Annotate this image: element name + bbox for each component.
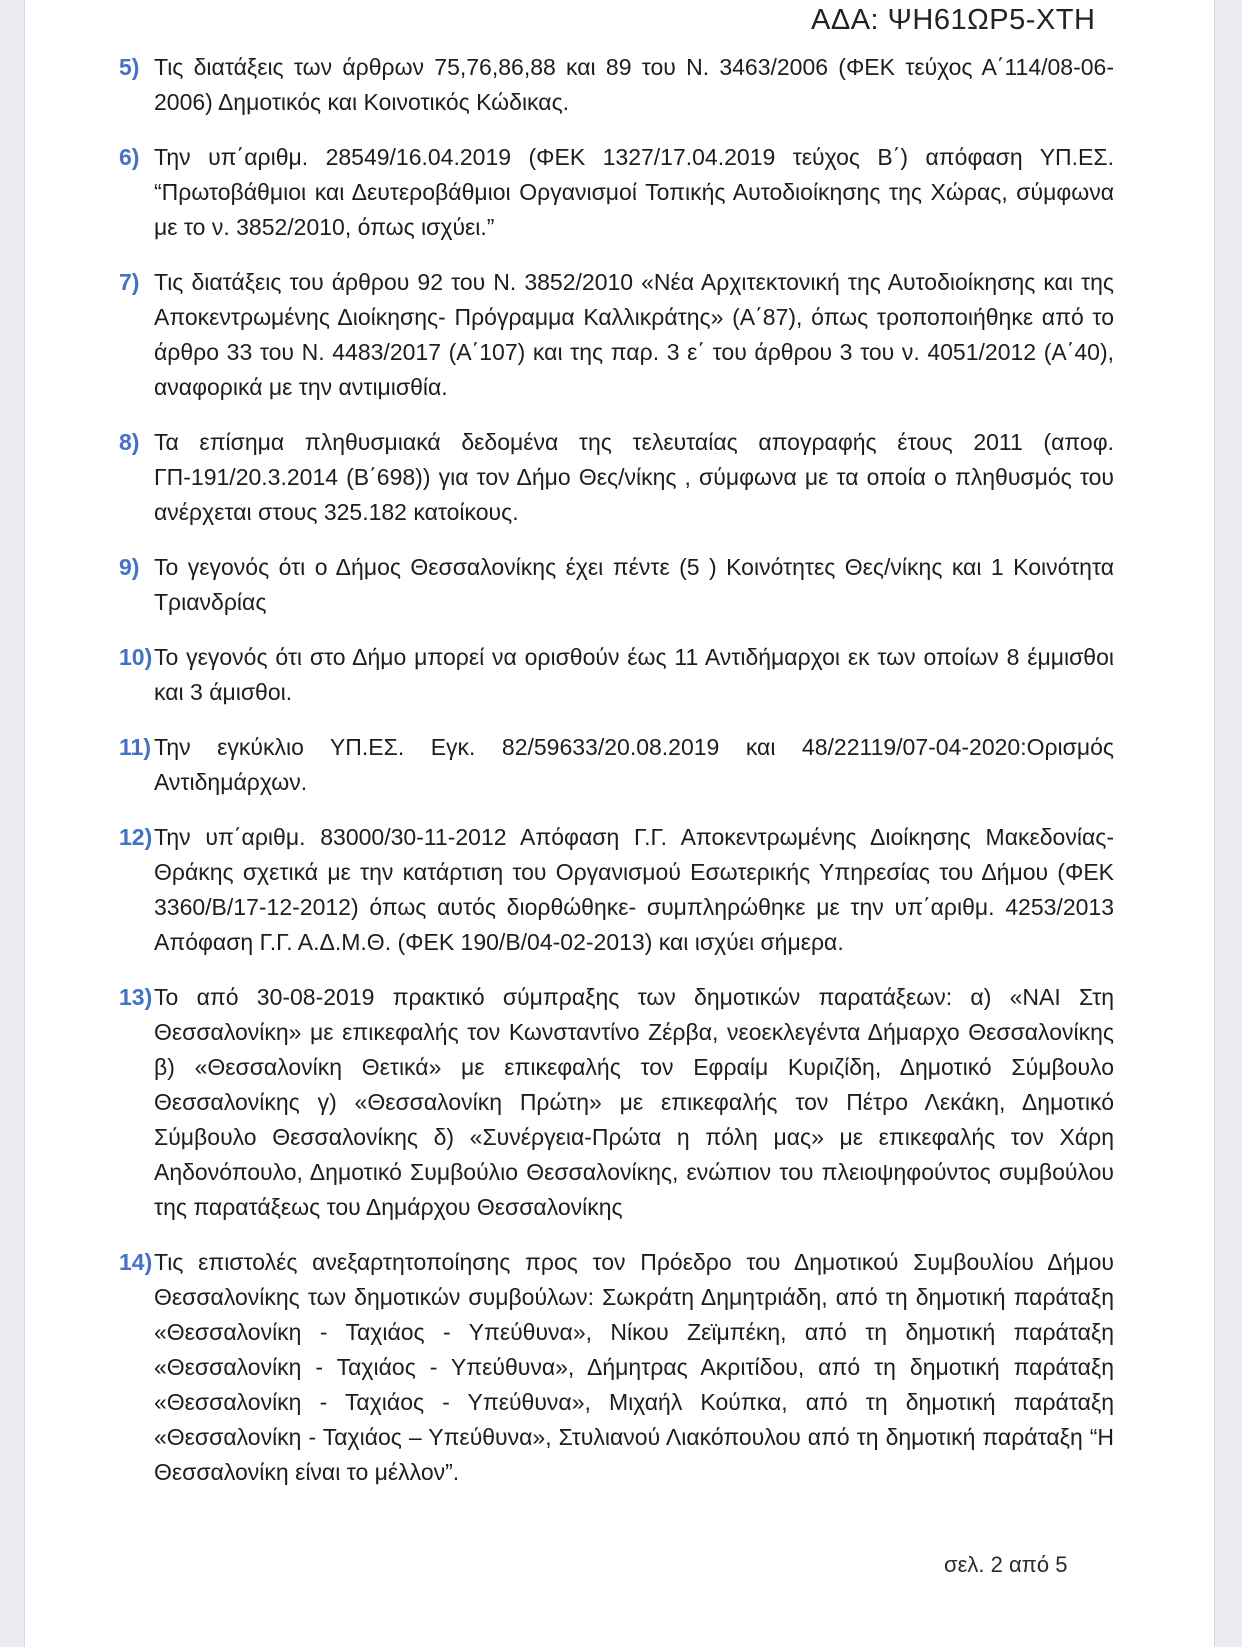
list-item	[119, 265, 1114, 405]
page-number-indicator: σελ. 2 από 5	[944, 1552, 1068, 1577]
list-item-text: Την εγκύκλιο ΥΠ.ΕΣ. Εγκ. 82/59633/20.08.2019 και 48/22119/07-04-2020:Ορισμός Αντιδημάρχων.	[154, 734, 1114, 795]
list-item-number: 12)	[119, 824, 153, 850]
list-item	[119, 730, 1114, 800]
list-item	[119, 50, 1114, 120]
list-item	[119, 425, 1114, 530]
list-item-number: 9)	[119, 554, 140, 580]
list-item-text: Την υπ΄αριθμ. 28549/16.04.2019 (ΦΕΚ 1327/17.04.2019 τεύχος Β΄) απόφαση ΥΠ.ΕΣ. “Πρωτοβάθμιοι και Δευτεροβάθμιοι Οργανισμοί Τοπικής Αυτοδιοίκησης της Χώρας, σύμφωνα με το ν. 3852/2010, όπως ισχύει.”	[154, 144, 1114, 240]
list-item-number: 11)	[119, 734, 151, 760]
list-item-text: Τα επίσημα πληθυσμιακά δεδομένα της τελευταίας απογραφής έτους 2011 (αποφ. ΓΠ-191/20.3.2014 (Β΄698)) για τον Δήμο Θες/νίκης , σύμφωνα με τα οποία ο πληθυσμός του ανέρχεται στους 325.182 κατοίκους.	[154, 429, 1114, 525]
numbered-list	[119, 50, 1114, 1510]
document-page	[24, 0, 1215, 1647]
list-item-number: 7)	[119, 269, 140, 295]
list-item-text: Το γεγονός ότι ο Δήμος Θεσσαλονίκης έχει πέντε (5 ) Κοινότητες Θες/νίκης και 1 Κοινότητα Τριανδρίας	[154, 554, 1114, 615]
list-item	[119, 980, 1114, 1225]
list-item-text: Το γεγονός ότι στο Δήμο μπορεί να ορισθούν έως 11 Αντιδήμαρχοι εκ των οποίων 8 έμμισθοι και 3 άμισθοι.	[154, 644, 1114, 705]
list-item	[119, 140, 1114, 245]
list-item-number: 14)	[119, 1249, 153, 1275]
list-item-number: 13)	[119, 984, 153, 1010]
list-item-number: 8)	[119, 429, 140, 455]
list-item-text: Τις επιστολές ανεξαρτητοποίησης προς τον Πρόεδρο του Δημοτικού Συμβουλίου Δήμου Θεσσαλονίκης των δημοτικών συμβούλων: Σωκράτη Δημητριάδη, από τη δημοτική παράταξη «Θεσσαλονίκη - Ταχιάος - Υπεύθυνα», Νίκου Ζεϊμπέκη, από τη δημοτική παράταξη «Θεσσαλονίκη - Ταχιάος - Υπεύθυνα», Δήμητρας Ακριτίδου, από τη δημοτική παράταξη «Θεσσαλονίκη - Ταχιάος - Υπεύθυνα», Μιχαήλ Κούπκα, από τη δημοτική παράταξη «Θεσσαλονίκη - Ταχιάος – Υπεύθυνα», Στυλιανού Λιακόπουλου από τη δημοτική παράταξη “Η Θεσσαλονίκη είναι το μέλλον”.	[154, 1249, 1114, 1485]
list-item	[119, 1245, 1114, 1490]
list-item	[119, 550, 1114, 620]
list-item-text: Την υπ΄αριθμ. 83000/30-11-2012 Απόφαση Γ.Γ. Αποκεντρωμένης Διοίκησης Μακεδονίας-Θράκης σχετικά με την κατάρτιση του Οργανισμού Εσωτερικής Υπηρεσίας του Δήμου (ΦΕΚ 3360/Β/17-12-2012) όπως αυτός διορθώθηκε- συμπληρώθηκε με την υπ΄αριθμ. 4253/2013 Απόφαση Γ.Γ. Α.Δ.Μ.Θ. (ΦΕΚ 190/Β/04-02-2013) και ισχύει σήμερα.	[154, 824, 1114, 955]
ada-code-header: ΑΔΑ: ΨΗ61ΩΡ5-ΧΤΗ	[811, 4, 1096, 36]
list-item	[119, 640, 1114, 710]
list-item-number: 6)	[119, 144, 140, 170]
list-item-number: 10)	[119, 644, 153, 670]
list-item-text: Το από 30-08-2019 πρακτικό σύμπραξης των δημοτικών παρατάξεων: α) «ΝΑΙ Στη Θεσσαλονίκη» με επικεφαλής τον Κωνσταντίνο Ζέρβα, νεοεκλεγέντα Δήμαρχο Θεσσαλονίκης β) «Θεσσαλονίκη Θετικά» με επικεφαλής τον Εφραίμ Κυριζίδη, Δημοτικό Σύμβουλο Θεσσαλονίκης γ) «Θεσσαλονίκη Πρώτη» με επικεφαλής τον Πέτρο Λεκάκη, Δημοτικό Σύμβουλο Θεσσαλονίκης δ) «Συνέργεια-Πρώτα η πόλη μας» με επικεφαλής τον Χάρη Αηδονόπουλο, Δημοτικό Συμβούλιο Θεσσαλονίκης, ενώπιον του πλειοψηφούντος συμβούλου της παρατάξεως του Δημάρχου Θεσσαλονίκης	[154, 984, 1114, 1220]
list-item-number: 5)	[119, 54, 140, 80]
list-item	[119, 820, 1114, 960]
list-item-text: Τις διατάξεις των άρθρων 75,76,86,88 και 89 του Ν. 3463/2006 (ΦΕΚ τεύχος Α΄114/08-06-2006) Δημοτικός και Κοινοτικός Κώδικας.	[154, 54, 1114, 115]
list-item-text: Τις διατάξεις του άρθρου 92 του Ν. 3852/2010 «Νέα Αρχιτεκτονική της Αυτοδιοίκησης και της Αποκεντρωμένης Διοίκησης- Πρόγραμμα Καλλικράτης» (Α΄87), όπως τροποποιήθηκε από το άρθρο 33 του Ν. 4483/2017 (Α΄107) και της παρ. 3 ε΄ του άρθρου 3 του ν. 4051/2012 (Α΄40), αναφορικά με την αντιμισθία.	[154, 269, 1114, 400]
